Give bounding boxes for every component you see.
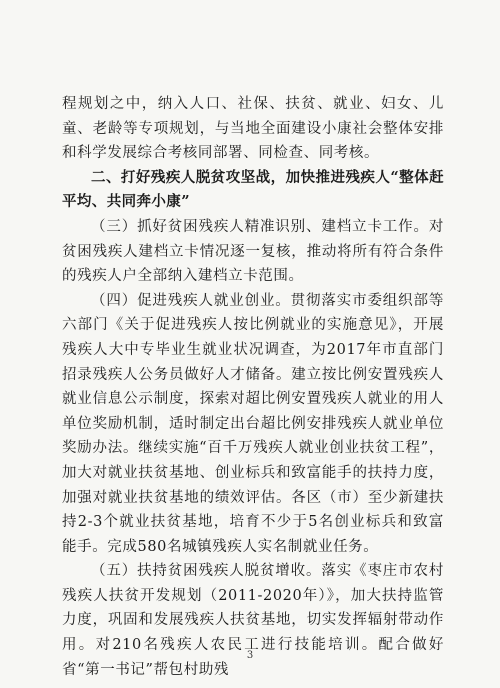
section-heading: 二、打好残疾人脱贫攻坚战，加快推进残疾人“整体赶平均、共同奔小康” — [62, 168, 444, 211]
paragraph-item-3: （三）抓好贫困残疾人精准识别、建档立卡工作。对贫困残疾人建档立卡情况逐一复核，推动将所有符合条件的残疾人户全部纳入建档立卡范围。 — [62, 218, 444, 285]
paragraph-item-4: （四）促进残疾人就业创业。贯彻落实市委组织部等六部门《关于促进残疾人按比例就业的实施意见》，开展残疾人大中专毕业生就业状况调查，为2017年市直部门招录残疾人公务员做好人才储备。建立按比例安置残疾人就业信息公示制度，探索对超比例安置残疾人就业的用人单位奖励机制，适时制定出台超比例安排残疾人就业单位奖励办法。继续实施“百千万残疾人就业创业扶贫工程”，加大对就业扶贫基地、创业标兵和致富能手的扶持力度，加强对就业扶贫基地的绩效评估。各区（市）至少新建扶持2-3个就业扶贫基地，培育不少于5名创业标兵和致富能手。完成580名城镇残疾人实名制就业任务。 — [62, 292, 444, 555]
page-number: 3 — [246, 650, 254, 661]
document-body — [62, 92, 444, 682]
paragraph-continuation: 程规划之中，纳入人口、社保、扶贫、就业、妇女、儿童、老龄等专项规划，与当地全面建设小康社会整体安排和科学发展综合考核同部署、同检查、同考核。 — [62, 96, 444, 162]
paragraph-item-5: （五）扶持贫困残疾人脱贫增收。落实《枣庄市农村残疾人扶贫开发规划（2011-2020年）》，加大扶持监管力度，巩固和发展残疾人扶贫基地，切实发挥辐射带动作用。对210名残疾人农民工进行技能培训。配合做好省“第一书记”帮包村助残 — [62, 563, 444, 678]
